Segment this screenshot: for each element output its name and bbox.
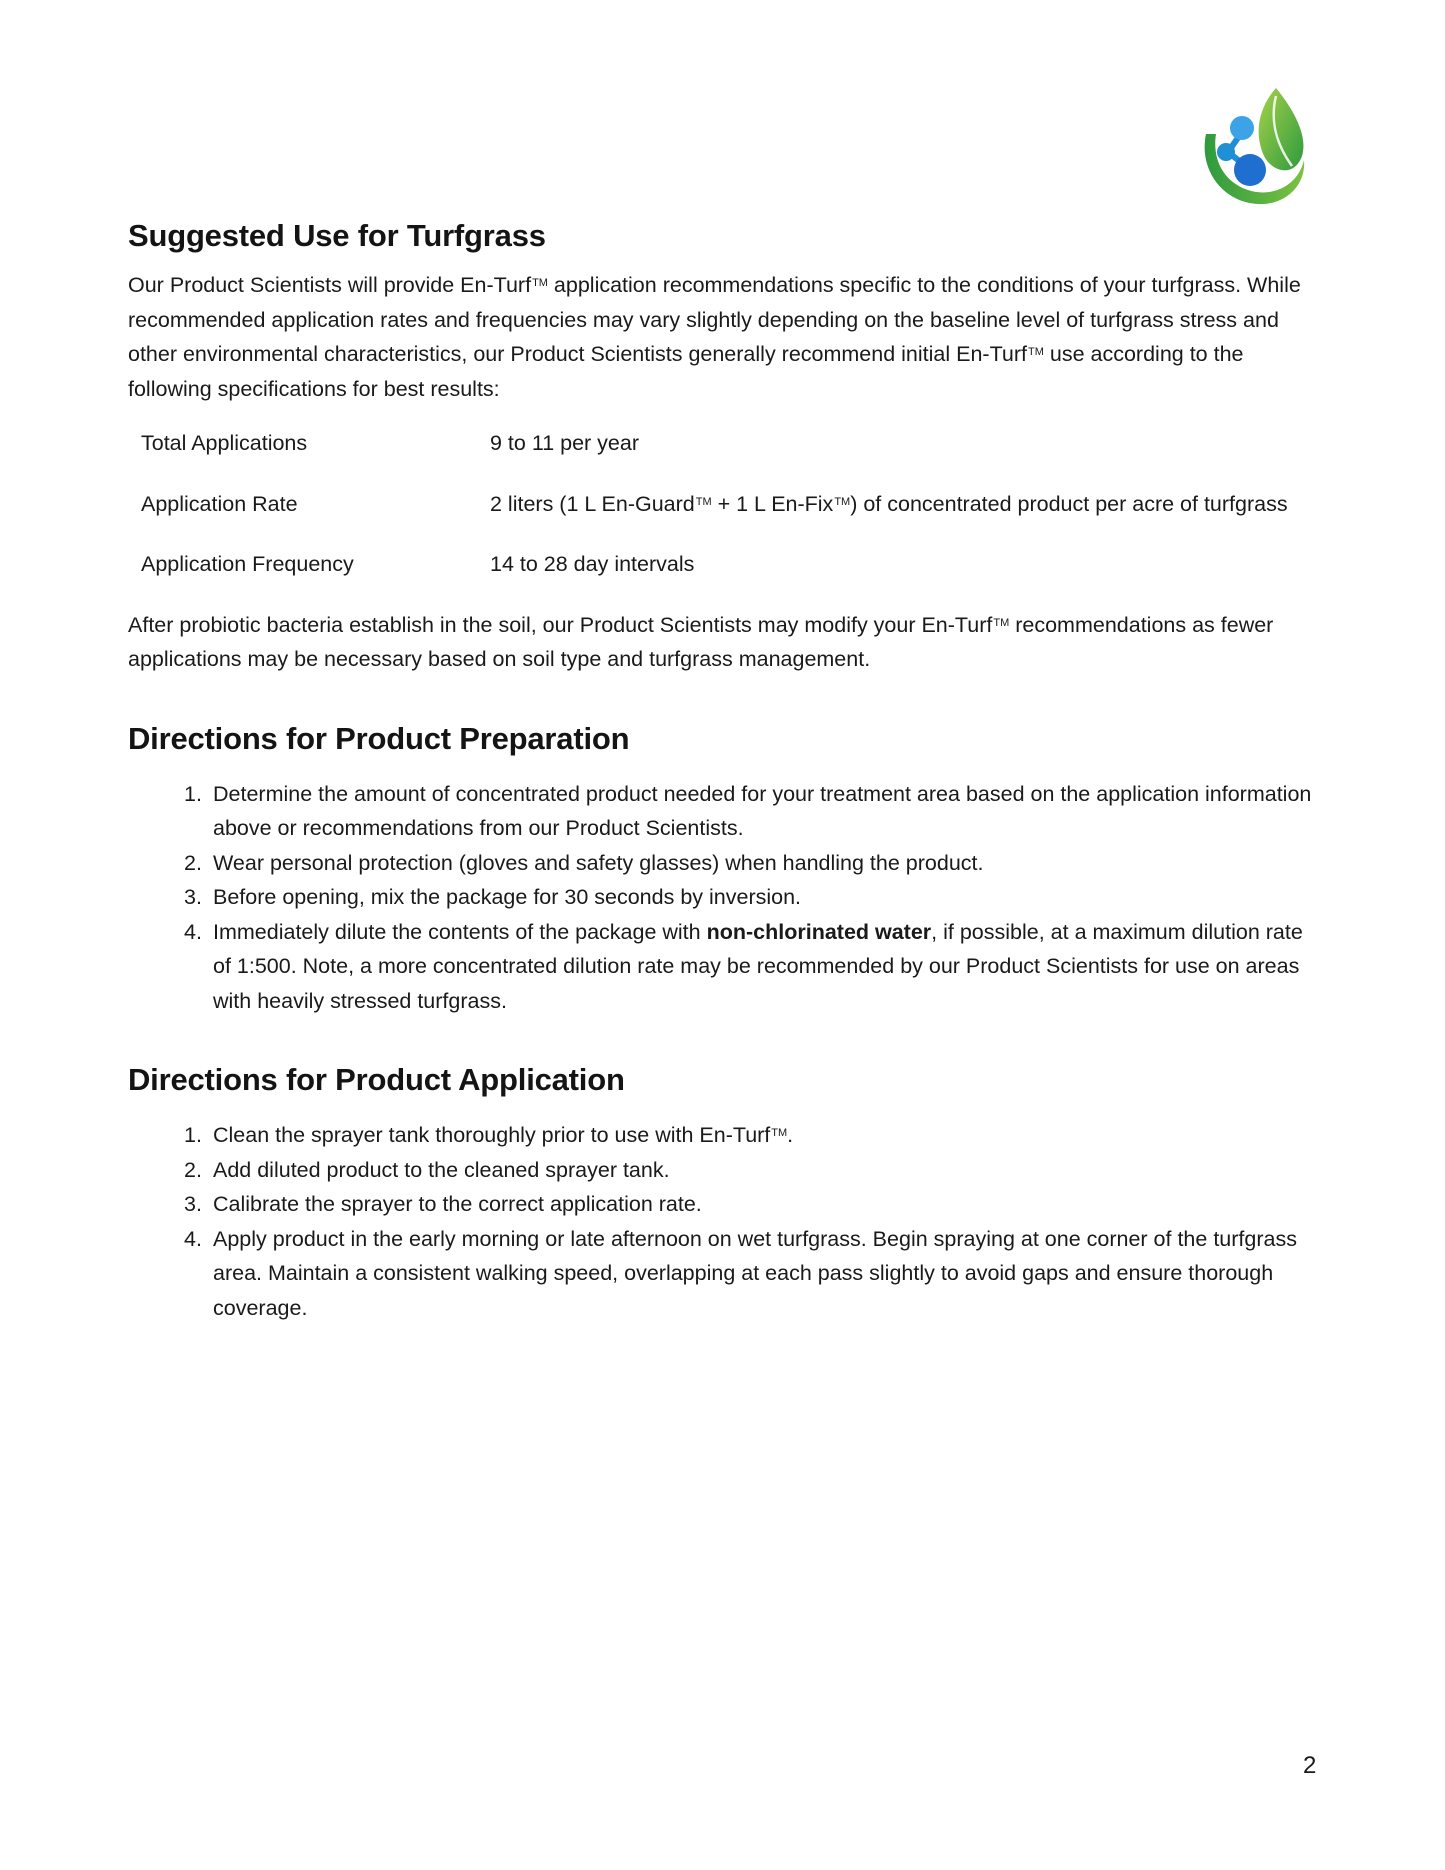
page-number: 2 [1303, 1752, 1317, 1779]
preparation-steps-list [128, 777, 1328, 1019]
spec-value: 9 to 11 per year [490, 431, 639, 455]
list-item: 1. Clean the sprayer tank thoroughly prior to use with En-Turf™. [184, 1123, 794, 1147]
emphasis-text: non-chlorinated water [706, 919, 932, 944]
list-item: 4. Immediately dilute the contents of the package with non-chlorinated water, if possible, at a maximum dilution rate of 1:500. Note, a more concentrated dilution rate may be recommended by our Product Scientists for use on areas with heavily stressed turfgrass. [184, 919, 1303, 1013]
list-item: 2. Wear personal protection (gloves and safety glasses) when handling the product. [184, 850, 984, 875]
spec-label: Total Applications [141, 431, 308, 455]
list-item: 2. Add diluted product to the cleaned sprayer tank. [184, 1157, 670, 1182]
section-title-preparation: Directions for Product Preparation [128, 720, 630, 756]
spec-label: Application Rate [141, 491, 298, 516]
intro-paragraph: Our Product Scientists will provide En-Turf™ application recommendations specific to the conditions of your turfgrass. While recommended application rates and frequencies may vary slightly depending on the baseline level of turfgrass stress and other environmental characteristics, our Product Scientists generally recommend initial En-Turf™ use according to the following specifications for best results: [128, 273, 1301, 401]
application-steps-list [128, 1118, 1328, 1325]
spec-row [141, 487, 1328, 522]
spec-value: 14 to 28 day intervals [490, 552, 695, 576]
after-paragraph: After probiotic bacteria establish in the soil, our Product Scientists may modify your En-Turf™ recommendations as fewer applications may be necessary based on soil type and turfgrass management. [128, 612, 1274, 671]
specifications-table [141, 426, 1328, 582]
spec-value: 2 liters (1 L En-Guard™ + 1 L En-Fix™) of concentrated product per acre of turfgrass [490, 491, 1288, 516]
spec-label: Application Frequency [141, 552, 354, 576]
list-item: 3. Before opening, mix the package for 30 seconds by inversion. [184, 885, 802, 909]
page-content [128, 218, 1328, 1325]
list-item: 4. Apply product in the early morning or late afternoon on wet turfgrass. Begin spraying at one corner of the turfgrass area. Maintain a consistent walking speed, overlapping at each pass slightly to avoid gaps and ensure thorough coverage. [184, 1226, 1297, 1320]
spec-row [141, 426, 1328, 461]
list-item: 1. Determine the amount of concentrated product needed for your treatment area based on the application information above or recommendations from our Product Scientists. [184, 781, 1312, 840]
section-title-application: Directions for Product Application [128, 1062, 625, 1097]
company-logo-icon [1198, 86, 1310, 214]
list-item: 3. Calibrate the sprayer to the correct application rate. [184, 1192, 702, 1216]
section-title-suggested-use: Suggested Use for Turfgrass [128, 218, 546, 253]
spec-row [141, 547, 1328, 582]
